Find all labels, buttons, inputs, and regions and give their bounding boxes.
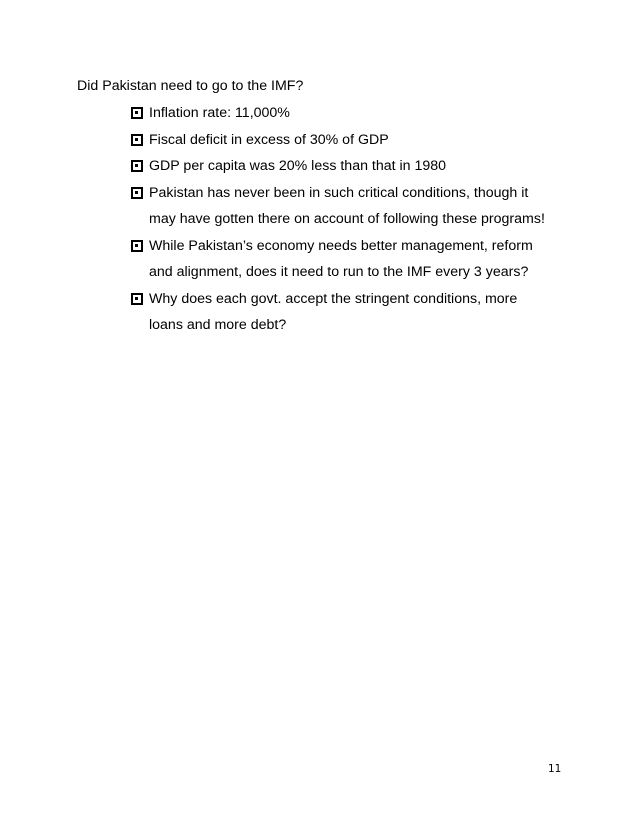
list-item — [131, 233, 601, 286]
square-bullet-icon — [131, 240, 143, 252]
square-bullet-icon — [131, 187, 143, 199]
square-bullet-icon — [131, 107, 143, 119]
list-item — [131, 127, 601, 154]
square-bullet-icon — [131, 293, 143, 305]
list-item — [131, 286, 601, 339]
list-item — [131, 153, 601, 180]
bullet-line-continued: loans and more debt? — [149, 317, 287, 333]
bullet-line-continued: may have gotten there on account of following these programs! — [149, 211, 545, 227]
bullet-line: Why does each govt. accept the stringent conditions, more — [149, 290, 518, 307]
bullet-line: GDP per capita was 20% less than that in 1980 — [149, 158, 447, 174]
bullet-line: While Pakistan’s economy needs better management, reform — [149, 237, 533, 254]
list-item — [131, 180, 601, 233]
bullet-line: Inflation rate: 11,000% — [149, 105, 290, 121]
bullet-line-continued: and alignment, does it need to run to the IMF every 3 years? — [149, 264, 529, 280]
square-bullet-icon — [131, 160, 143, 172]
square-bullet-icon — [131, 134, 143, 146]
list-item — [131, 100, 601, 127]
bullet-line: Fiscal deficit in excess of 30% of GDP — [149, 131, 389, 148]
bullet-line: Pakistan has never been in such critical conditions, though it — [149, 184, 529, 201]
page-number: 11 — [548, 763, 562, 775]
section-heading: Did Pakistan need to go to the IMF? — [77, 78, 304, 94]
bullet-list — [131, 100, 601, 339]
